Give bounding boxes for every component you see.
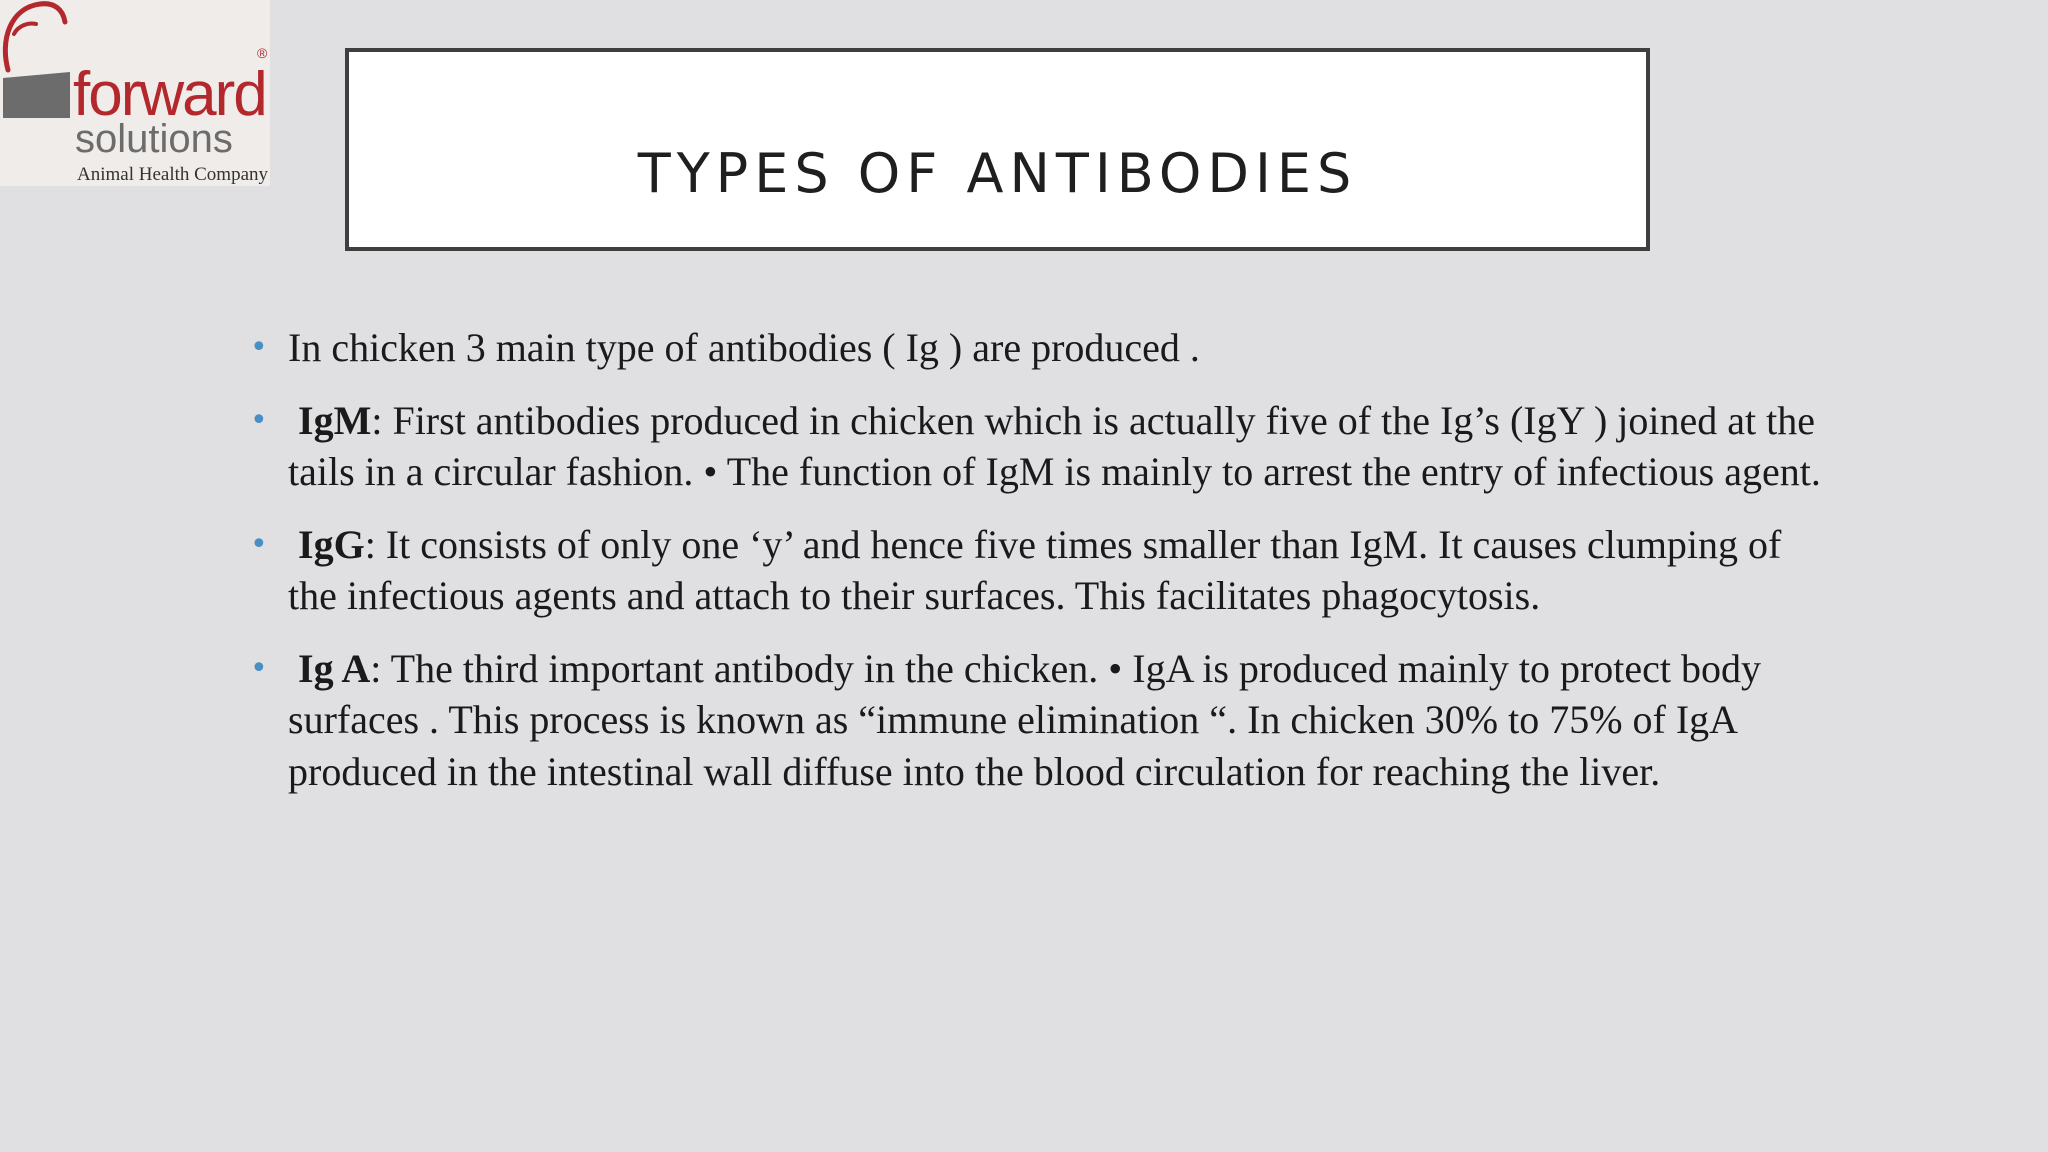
bullet-text: : First antibodies produced in chicken which is actually five of the Ig’s (IgY ) joined at the tails in a circular fashion. • The function of IgM is mainly to arrest the entry of infectious agent.	[288, 397, 1821, 494]
company-logo	[0, 0, 270, 186]
logo-registered-mark: ®	[257, 45, 268, 61]
bullet-term: Ig A	[288, 645, 371, 691]
logo-tagline-text: Animal Health Company	[77, 164, 269, 185]
bullet-term: IgM	[288, 397, 372, 443]
bullet-text: : The third important antibody in the chicken. • IgA is produced mainly to protect body surfaces . This process is known as “immune elimination “. In chicken 30% to 75% of IgA produced in the intestinal wall diffuse into the blood circulation for reaching the liver.	[288, 645, 1762, 794]
bullet-text: In chicken 3 main type of antibodies ( Ig ) are produced .	[288, 325, 1200, 370]
logo-brand-text: forward	[73, 60, 266, 129]
bullet-marker: •	[250, 650, 268, 686]
bullet-term: IgG	[288, 521, 365, 567]
forward-solutions-logo-graphic	[0, 0, 270, 186]
title-box	[345, 48, 1650, 251]
bullet-item	[250, 322, 1830, 374]
logo-subtitle-text: solutions	[75, 117, 233, 161]
bullet-item	[250, 643, 1830, 798]
bullet-marker: •	[250, 330, 268, 365]
bullet-list	[250, 322, 1830, 818]
bullet-marker: •	[250, 402, 268, 438]
bullet-item	[250, 519, 1830, 622]
bullet-marker: •	[250, 526, 268, 562]
bullet-text: : It consists of only one ‘y’ and hence five times smaller than IgM. It causes clumping of the infectious agents and attach to their surfaces. This facilitates phagocytosis.	[288, 521, 1782, 618]
slide-title: TYPES OF ANTIBODIES	[637, 142, 1358, 205]
bullet-item	[250, 395, 1830, 498]
